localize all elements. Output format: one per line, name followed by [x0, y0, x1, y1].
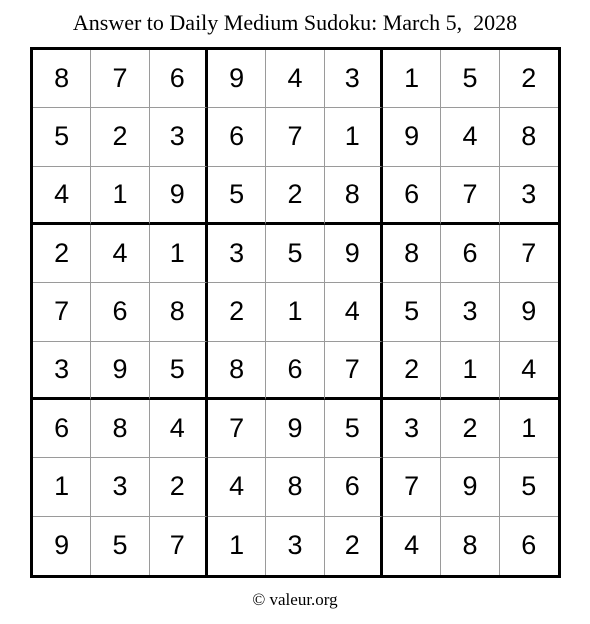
sudoku-cell: 8 [91, 400, 149, 458]
sudoku-cell: 5 [33, 108, 91, 166]
sudoku-cell: 4 [33, 167, 91, 225]
sudoku-cell: 2 [383, 342, 441, 400]
sudoku-cell: 6 [266, 342, 324, 400]
sudoku-cell: 2 [441, 400, 499, 458]
sudoku-cell: 3 [325, 50, 383, 108]
sudoku-cell: 1 [500, 400, 558, 458]
sudoku-cell: 4 [441, 108, 499, 166]
sudoku-cell: 1 [383, 50, 441, 108]
sudoku-cell: 5 [325, 400, 383, 458]
sudoku-cell: 1 [91, 167, 149, 225]
sudoku-cell: 6 [521, 530, 537, 561]
sudoku-cell: 8 [208, 342, 266, 400]
sudoku-cell: 3 [266, 517, 324, 575]
sudoku-cell: 6 [383, 167, 441, 225]
sudoku-cell: 1 [266, 283, 324, 341]
sudoku-cell: 7 [150, 517, 208, 575]
sudoku-cell: 5 [500, 458, 558, 516]
sudoku-cell: 8 [33, 50, 91, 108]
sudoku-cell: 6 [441, 225, 499, 283]
sudoku-cell: 2 [33, 225, 91, 283]
sudoku-cell: 4 [208, 458, 266, 516]
sudoku-cell: 2 [208, 283, 266, 341]
sudoku-cell: 9 [150, 167, 208, 225]
sudoku-cell: 3 [150, 108, 208, 166]
sudoku-cell: 7 [500, 225, 558, 283]
sudoku-cell: 4 [383, 517, 441, 575]
sudoku-cell: 1 [441, 342, 499, 400]
sudoku-cell: 5 [441, 50, 499, 108]
sudoku-cell: 9 [208, 50, 266, 108]
sudoku-cell: 6 [33, 400, 91, 458]
sudoku-cell: 4 [500, 342, 558, 400]
sudoku-board [30, 47, 561, 578]
sudoku-cell: 1 [150, 225, 208, 283]
sudoku-cell: 5 [91, 517, 149, 575]
sudoku-cell: 8 [500, 108, 558, 166]
sudoku-cell: 7 [325, 342, 383, 400]
sudoku-cell: 7 [208, 400, 266, 458]
sudoku-cell: 3 [500, 167, 558, 225]
sudoku-cell: 8 [441, 517, 499, 575]
sudoku-cell: 7 [441, 167, 499, 225]
sudoku-cell: 6 [208, 108, 266, 166]
sudoku-cell: 4 [325, 283, 383, 341]
sudoku-cell: 4 [266, 50, 324, 108]
sudoku-cell: 2 [325, 517, 383, 575]
sudoku-cell: 5 [383, 283, 441, 341]
sudoku-cell: 9 [266, 400, 324, 458]
sudoku-cell: 4 [91, 225, 149, 283]
sudoku-cell: 9 [33, 517, 91, 575]
sudoku-cell: 3 [208, 225, 266, 283]
puzzle-title: Answer to Daily Medium Sudoku: March 5, 2028 [72, 10, 518, 35]
sudoku-cell: 1 [33, 458, 91, 516]
sudoku-cell: 1 [325, 108, 383, 166]
sudoku-cell: 7 [266, 108, 324, 166]
sudoku-cell: 8 [150, 283, 208, 341]
sudoku-cell: 8 [266, 458, 324, 516]
sudoku-cell: 3 [383, 400, 441, 458]
sudoku-cell: 9 [500, 283, 558, 341]
sudoku-cell: 3 [91, 458, 149, 516]
sudoku-cell: 5 [266, 225, 324, 283]
sudoku-cell: 7 [33, 283, 91, 341]
sudoku-cell: 5 [150, 342, 208, 400]
sudoku-cell: 8 [383, 225, 441, 283]
sudoku-cell: 9 [325, 225, 383, 283]
sudoku-cell: 2 [150, 458, 208, 516]
sudoku-cell: 9 [441, 458, 499, 516]
sudoku-cell: 7 [91, 50, 149, 108]
sudoku-cell: 4 [150, 400, 208, 458]
sudoku-cell: 2 [500, 50, 558, 108]
sudoku-cell: 6 [325, 458, 383, 516]
sudoku-cell: 7 [383, 458, 441, 516]
sudoku-cell: 3 [33, 342, 91, 400]
sudoku-cell: 9 [383, 108, 441, 166]
sudoku-cell: 1 [208, 517, 266, 575]
sudoku-cell: 2 [266, 167, 324, 225]
sudoku-cell: 6 [91, 283, 149, 341]
sudoku-cell: 8 [325, 167, 383, 225]
copyright-footer: © valeur.org [252, 590, 338, 609]
sudoku-cell: 2 [91, 108, 149, 166]
sudoku-cell: 6 [150, 50, 208, 108]
sudoku-cell: 3 [441, 283, 499, 341]
sudoku-cell: 5 [208, 167, 266, 225]
sudoku-cell: 9 [91, 342, 149, 400]
